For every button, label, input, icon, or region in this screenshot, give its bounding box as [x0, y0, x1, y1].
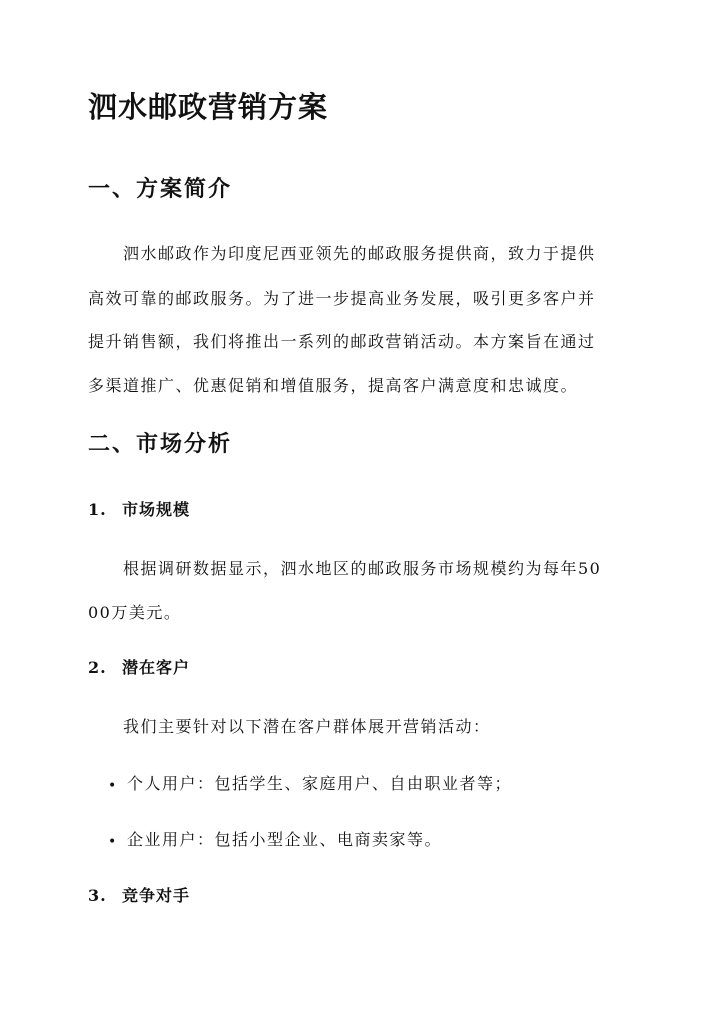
bullet-item: 企业用户：包括小型企业、电商卖家等。 — [127, 830, 443, 849]
subsection-title: 竞争对手 — [122, 886, 191, 905]
subsection-heading-market-size — [88, 498, 190, 522]
section-heading-market-analysis: 二、市场分析 — [88, 431, 233, 457]
paragraph-line: 高效可靠的邮政服务。为了进一步提高业务发展，吸引更多客户并 — [88, 289, 596, 308]
paragraph-line: 多渠道推广、优惠促销和增值服务，提高客户满意度和忠诚度。 — [88, 376, 579, 395]
subsection-heading-potential-customers — [88, 656, 190, 680]
subsection-heading-competitors — [88, 884, 190, 908]
subsection-title: 市场规模 — [122, 500, 191, 519]
section-heading-overview: 一、方案简介 — [88, 176, 233, 202]
bullet-dot-icon: • — [108, 778, 117, 794]
paragraph-line: 泗水邮政作为印度尼西亚领先的邮政服务提供商，致力于提供 — [123, 244, 596, 263]
paragraph-line: 00万美元。 — [88, 603, 182, 622]
subsection-number: 1. — [88, 500, 107, 519]
bullet-item: 个人用户：包括学生、家庭用户、自由职业者等； — [127, 774, 513, 793]
paragraph-line: 根据调研数据显示，泗水地区的邮政服务市场规模约为每年50 — [123, 559, 602, 578]
subsection-number: 3. — [88, 886, 107, 905]
paragraph-line: 我们主要针对以下潜在客户群体展开营销活动： — [123, 717, 491, 736]
document-title: 泗水邮政营销方案 — [88, 90, 329, 124]
subsection-title: 潜在客户 — [122, 658, 191, 677]
bullet-dot-icon: • — [108, 834, 117, 850]
subsection-number: 2. — [88, 658, 107, 677]
paragraph-line: 提升销售额，我们将推出一系列的邮政营销活动。本方案旨在通过 — [88, 332, 596, 351]
